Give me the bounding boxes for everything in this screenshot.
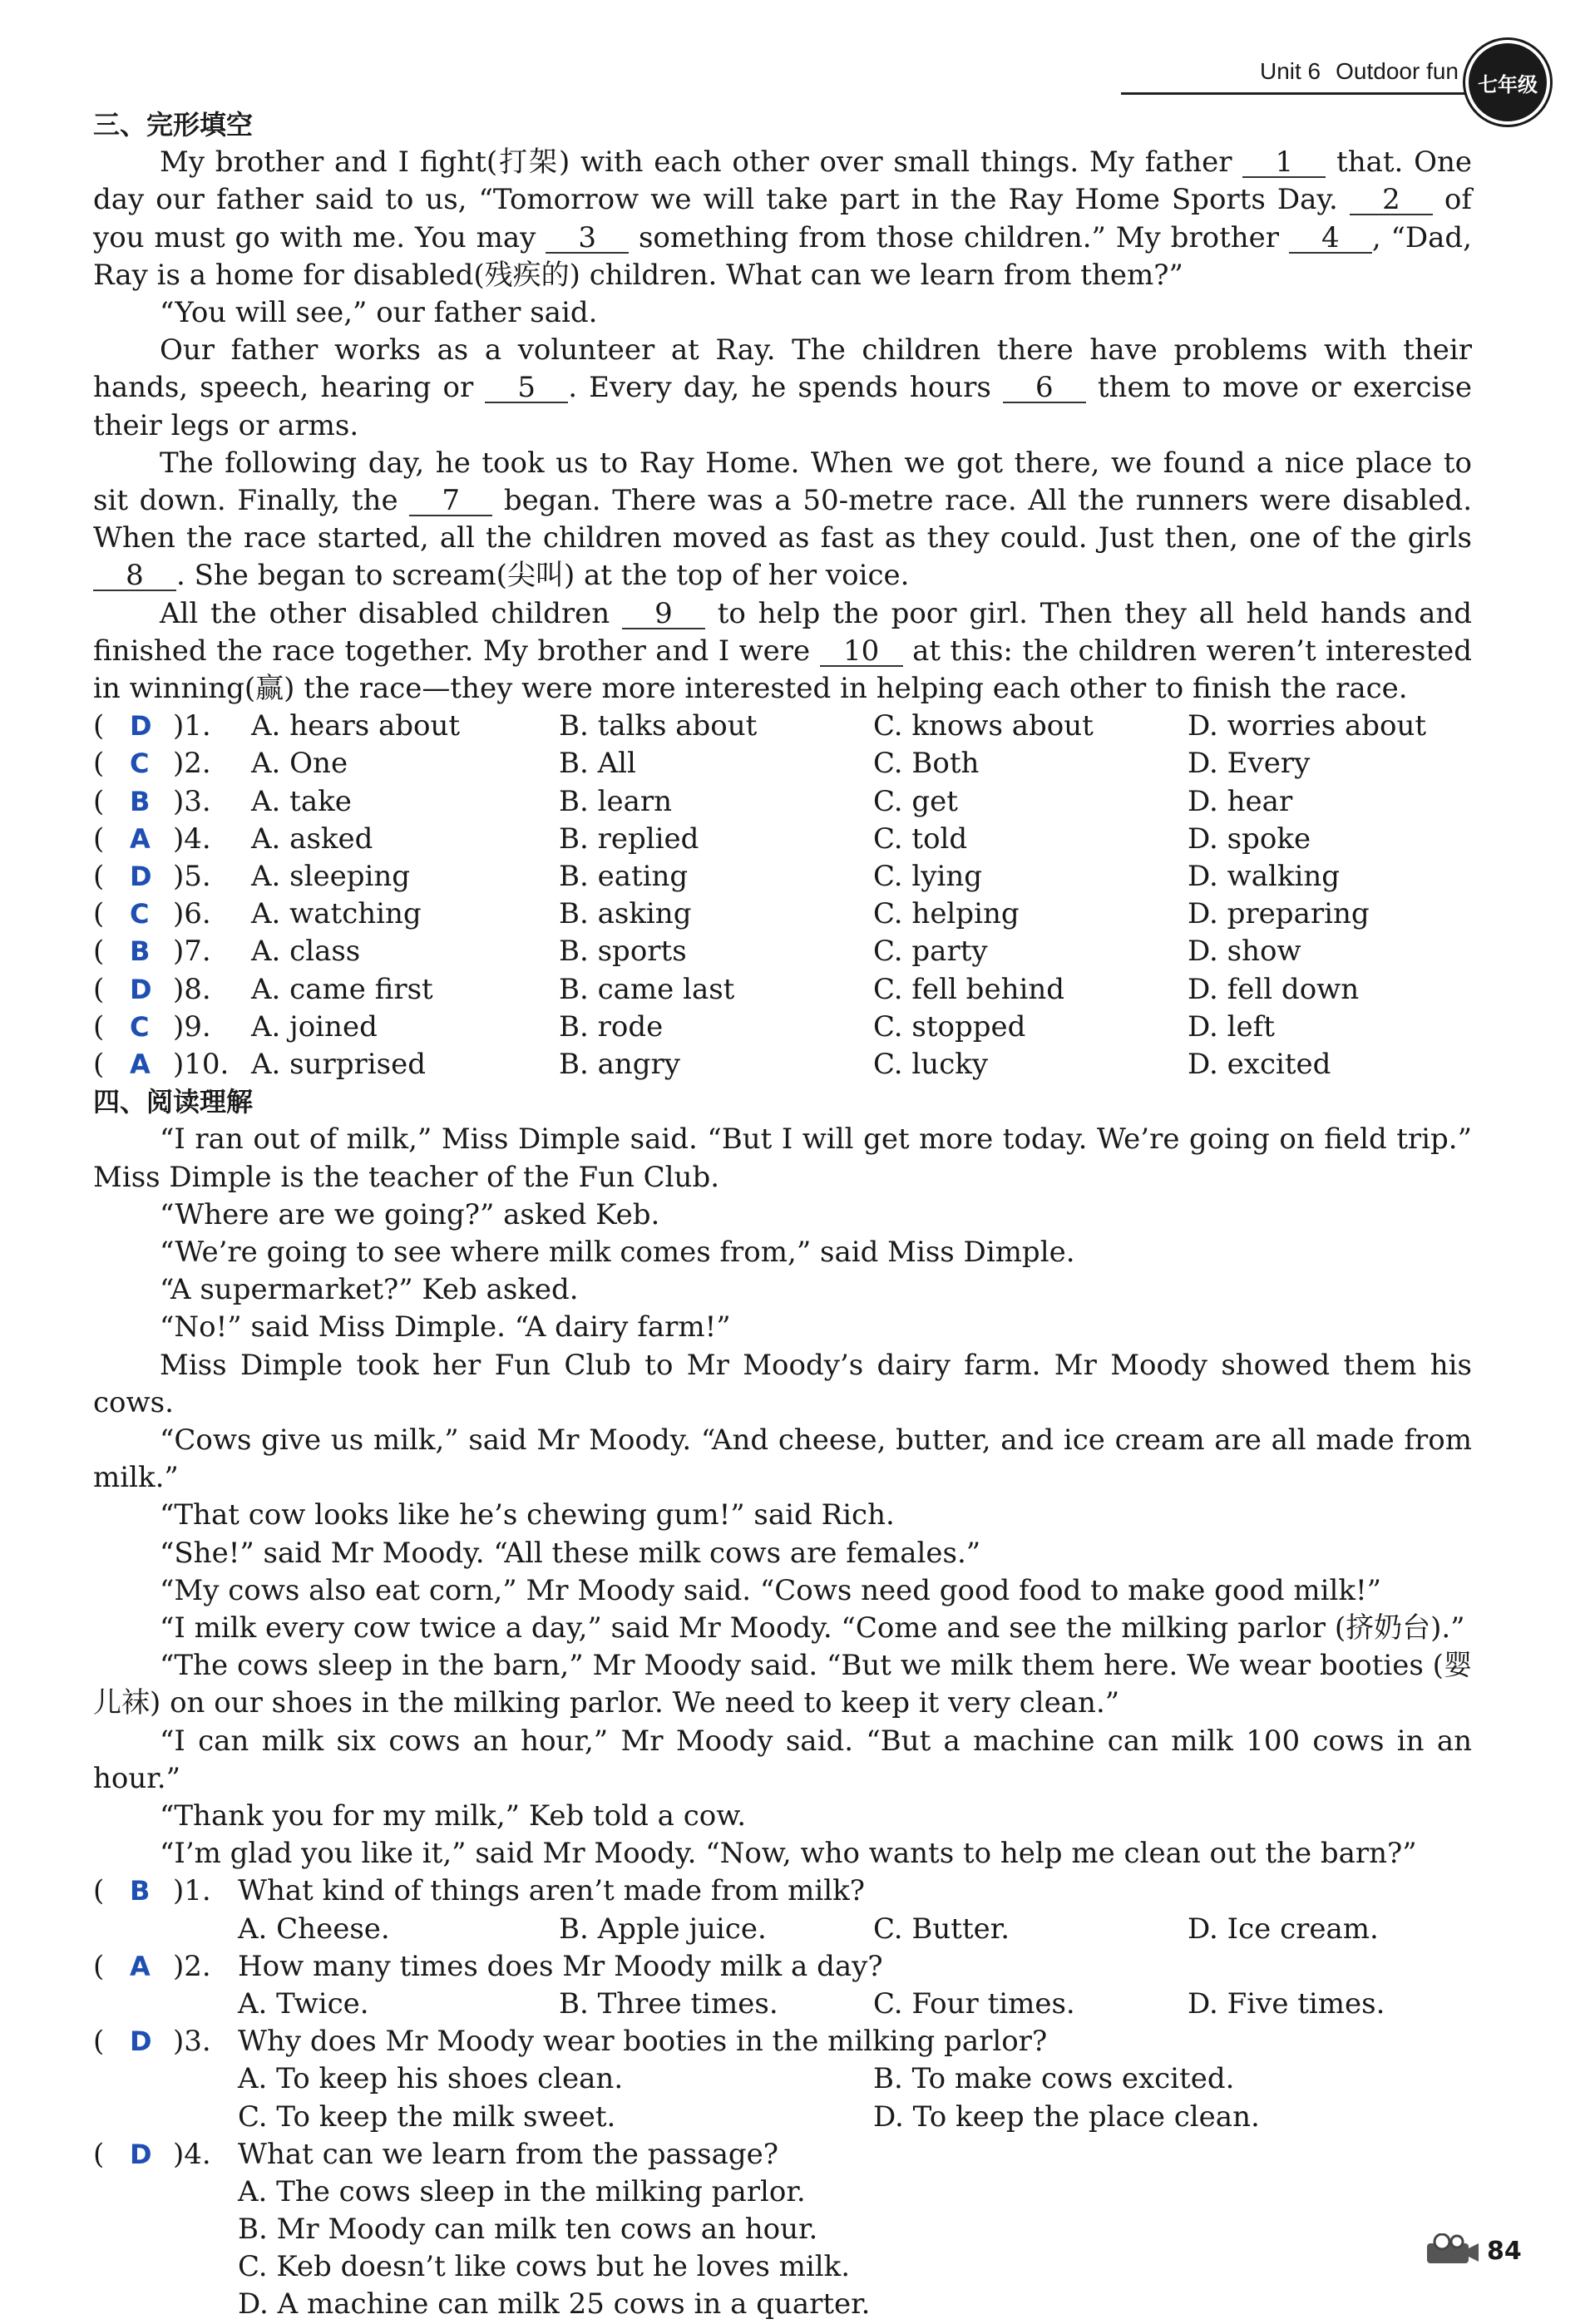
option-a: A. One	[251, 747, 348, 781]
option-d: D. Five times.	[1188, 1986, 1385, 2021]
open-paren: (	[93, 935, 105, 969]
option-a: A. watching	[251, 897, 422, 931]
option-c: C. party	[873, 935, 988, 969]
answer-letter: B	[130, 935, 151, 968]
question-number: )4.	[173, 822, 211, 856]
question-stem: Why does Mr Moody wear booties in the milking parlor?	[238, 2025, 1048, 2059]
answer-letter: D	[130, 861, 152, 892]
options-row	[93, 2248, 1472, 2286]
cloze-questions	[93, 708, 1472, 1083]
question-number: )1.	[173, 1874, 211, 1908]
reading-paragraph: “That cow looks like he’s chewing gum!” said Rich.	[160, 1498, 895, 1532]
cloze-question-row	[93, 745, 1472, 782]
cloze-question-row	[93, 783, 1472, 821]
option-c: C. helping	[873, 897, 1020, 931]
unit-label: Unit 6	[1259, 58, 1321, 84]
open-paren: (	[93, 822, 105, 856]
worksheet-content	[93, 106, 1472, 2324]
reading-questions	[93, 1873, 1472, 2323]
cloze-paragraph: All the other disabled children 9 to help the poor girl. Then they all held hands and finished the race together. My brother and I were 10 at this: the children weren’t interested in winning(赢) the race—they were more interested in helping each other to finish the race.	[93, 596, 1473, 706]
option-b: B. Apple juice.	[559, 1912, 767, 1946]
question-stem: What kind of things aren’t made from milk?	[238, 1874, 865, 1908]
cloze-paragraph: The following day, he took us to Ray Home. When we got there, we found a nice place to sit down. Finally, the 7 began. There was a 50-metre race. All the runners were disabled. When the race started, all the children moved as fast as they could. Just then, one of the girls 8 . She began to scream(尖叫) at the top of her voice.	[93, 446, 1473, 593]
option-a: A. To keep his shoes clean.	[238, 2062, 624, 2096]
cloze-question-row	[93, 858, 1472, 896]
option-c: C. Butter.	[873, 1912, 1010, 1946]
page-header	[1121, 58, 1470, 95]
option-d: D. spoke	[1188, 822, 1311, 856]
option-d: D. fell down	[1188, 972, 1360, 1006]
reading-paragraph: “I milk every cow twice a day,” said Mr Moody. “Come and see the milking parlor (挤奶台).”	[160, 1611, 1465, 1645]
cloze-blank: 9	[622, 600, 705, 629]
cloze-blank: 5	[485, 373, 568, 403]
option-c: C. knows about	[873, 709, 1094, 743]
reading-question-row	[93, 2136, 1472, 2174]
option-b: B. came last	[559, 972, 735, 1006]
option-b: B. rode	[559, 1009, 664, 1044]
option-d: D. Ice cream.	[1188, 1912, 1379, 1946]
cloze-question-row	[93, 708, 1472, 745]
cloze-question-row	[93, 971, 1472, 1009]
cloze-paragraph: Our father works as a volunteer at Ray. The children there have problems with their hands, speech, hearing or 5 . Every day, he spends hours 6 them to move or exercise their legs or arms.	[93, 333, 1472, 442]
cloze-blank: 6	[1003, 373, 1086, 403]
option-a: A. surprised	[251, 1047, 426, 1081]
reading-paragraph: “My cows also eat corn,” Mr Moody said. “Cows need good food to make good milk!”	[160, 1573, 1382, 1607]
cloze-paragraph: “You will see,” our father said.	[160, 296, 598, 330]
option-c: C. stopped	[873, 1009, 1026, 1044]
answer-letter: C	[130, 898, 150, 930]
cloze-blank: 2	[1350, 185, 1433, 215]
option-a: A. The cows sleep in the milking parlor.	[238, 2174, 806, 2208]
reading-paragraph: “I can milk six cows an hour,” Mr Moody said. “But a machine can milk 100 cows in an hour.”	[93, 1724, 1472, 1795]
option-c: C. Both	[873, 747, 980, 781]
options-row	[93, 2286, 1472, 2323]
open-paren: (	[93, 972, 105, 1006]
unit-title: Outdoor fun	[1336, 58, 1459, 84]
grade-badge: 七年级	[1465, 40, 1550, 125]
option-a: A. asked	[251, 822, 373, 856]
open-paren: (	[93, 709, 105, 743]
reading-section-title: 四、阅读理解	[93, 1086, 254, 1118]
page-number: 84	[1487, 2237, 1522, 2266]
answer-letter: D	[130, 973, 152, 1005]
question-number: )7.	[173, 935, 211, 969]
option-b: B. To make cows excited.	[873, 2062, 1235, 2096]
option-c: C. get	[873, 784, 958, 818]
option-d: D. left	[1188, 1009, 1275, 1044]
answer-letter: D	[130, 2138, 152, 2170]
open-paren: (	[93, 897, 105, 931]
option-c: C. told	[873, 822, 968, 856]
answer-letter: C	[130, 748, 150, 780]
reading-paragraph: “No!” said Miss Dimple. “A dairy farm!”	[160, 1310, 731, 1345]
reading-paragraph: “Cows give us milk,” said Mr Moody. “And cheese, butter, and ice cream are all made from milk.”	[93, 1423, 1472, 1495]
open-paren: (	[93, 1009, 105, 1044]
option-c: C. lying	[873, 860, 983, 893]
reading-paragraph: “Thank you for my milk,” Keb told a cow.	[160, 1799, 747, 1833]
option-c: C. Keb doesn’t like cows but he loves milk.	[238, 2250, 851, 2284]
option-d: D. Every	[1188, 747, 1311, 781]
option-d: D. A machine can milk 25 cows in a quarter.	[238, 2287, 871, 2322]
cloze-question-row	[93, 896, 1472, 933]
answer-letter: B	[130, 1875, 151, 1907]
open-paren: (	[93, 1949, 105, 1983]
option-b: B. talks about	[559, 709, 758, 743]
camera-icon	[1424, 2233, 1480, 2267]
option-d: D. walking	[1188, 860, 1341, 893]
cloze-blank: 1	[1242, 148, 1326, 178]
cloze-blank: 8	[93, 561, 176, 591]
answer-letter: B	[130, 785, 151, 817]
question-number: )6.	[173, 897, 211, 931]
option-c: C. fell behind	[873, 972, 1064, 1006]
reading-paragraph: “I ran out of milk,” Miss Dimple said. “But I will get more today. We’re going on field trip.” Miss Dimple is the teacher of the Fun Club.	[93, 1123, 1472, 1194]
cloze-blank: 10	[820, 637, 903, 667]
question-number: )8.	[173, 972, 211, 1006]
option-d: D. show	[1188, 935, 1301, 969]
reading-paragraph: “Where are we going?” asked Keb.	[160, 1197, 660, 1231]
option-b: B. asking	[559, 897, 692, 931]
options-row	[93, 1986, 1472, 2023]
option-a: A. came first	[251, 972, 433, 1006]
option-d: D. To keep the place clean.	[873, 2099, 1260, 2134]
cloze-blank: 7	[409, 486, 492, 516]
options-row	[93, 2099, 1472, 2136]
reading-question-row	[93, 2023, 1472, 2060]
option-c: C. To keep the milk sweet.	[238, 2099, 616, 2134]
open-paren: (	[93, 784, 105, 818]
option-d: D. hear	[1188, 784, 1293, 818]
question-number: )3.	[173, 784, 211, 818]
options-row	[93, 1911, 1472, 1948]
question-number: )5.	[173, 860, 211, 893]
question-stem: What can we learn from the passage?	[238, 2137, 779, 2171]
options-row	[93, 2060, 1472, 2098]
option-c: C. Four times.	[873, 1986, 1075, 2021]
question-number: )9.	[173, 1009, 211, 1044]
option-a: A. take	[251, 784, 352, 818]
option-b: B. learn	[559, 784, 673, 818]
option-a: A. Cheese.	[238, 1912, 390, 1946]
open-paren: (	[93, 860, 105, 893]
reading-paragraph: “I’m glad you like it,” said Mr Moody. “Now, who wants to help me clean out the barn?”	[160, 1837, 1417, 1871]
open-paren: (	[93, 1047, 105, 1081]
option-b: B. Mr Moody can milk ten cows an hour.	[238, 2213, 818, 2247]
option-d: D. preparing	[1188, 897, 1370, 931]
cloze-passage	[93, 144, 1472, 708]
option-a: A. Twice.	[238, 1986, 369, 2021]
answer-letter: D	[130, 2025, 152, 2058]
option-a: A. joined	[251, 1009, 378, 1044]
option-d: D. excited	[1188, 1047, 1331, 1081]
options-row	[93, 2211, 1472, 2248]
reading-paragraph: “A supermarket?” Keb asked.	[160, 1273, 579, 1307]
open-paren: (	[93, 2025, 105, 2059]
option-b: B. eating	[559, 860, 689, 893]
cloze-blank: 4	[1289, 224, 1372, 254]
answer-letter: A	[130, 1950, 151, 1982]
open-paren: (	[93, 1874, 105, 1908]
option-b: B. sports	[559, 935, 687, 969]
answer-letter: A	[130, 822, 151, 855]
answer-letter: D	[130, 710, 152, 743]
option-b: B. All	[559, 747, 636, 781]
reading-paragraph: “We’re going to see where milk comes from,” said Miss Dimple.	[160, 1235, 1075, 1269]
option-b: B. replied	[559, 822, 699, 856]
cloze-question-row	[93, 1009, 1472, 1046]
cloze-section-title: 三、完形填空	[93, 109, 254, 141]
answer-letter: C	[130, 1010, 150, 1043]
option-a: A. sleeping	[251, 860, 411, 893]
question-number: )4.	[173, 2137, 211, 2171]
option-a: A. class	[251, 935, 361, 969]
reading-passage	[93, 1121, 1472, 1873]
option-c: C. lucky	[873, 1047, 989, 1081]
options-row	[93, 2174, 1472, 2211]
reading-question-row	[93, 1873, 1472, 1910]
question-stem: How many times does Mr Moody milk a day?	[238, 1949, 883, 1983]
option-d: D. worries about	[1188, 709, 1427, 743]
question-number: )2.	[173, 747, 211, 781]
reading-question-row	[93, 1948, 1472, 1986]
question-number: )1.	[173, 709, 211, 743]
cloze-paragraph: My brother and I fight(打架) with each other over small things. My father 1 that. One day our father said to us, “Tomorrow we will take part in the Ray Home Sports Day. 2 of you must go with me. You may 3 something from those children.” My brother 4 , “Dad, Ray is a home for disabled(残疾的) children. What can we learn from them?”	[93, 146, 1472, 292]
option-b: B. angry	[559, 1047, 680, 1081]
question-number: )10.	[173, 1047, 230, 1081]
option-b: B. Three times.	[559, 1986, 778, 2021]
cloze-blank: 3	[546, 224, 629, 254]
answer-letter: A	[130, 1048, 151, 1080]
reading-paragraph: “She!” said Mr Moody. “All these milk cows are females.”	[160, 1536, 981, 1570]
option-a: A. hears about	[251, 709, 461, 743]
reading-paragraph: “The cows sleep in the barn,” Mr Moody said. “But we milk them here. We wear booties (婴儿袜) on our shoes in the milking parlor. We need to keep it very clean.”	[93, 1649, 1472, 1720]
open-paren: (	[93, 747, 105, 781]
cloze-question-row	[93, 933, 1472, 970]
open-paren: (	[93, 2137, 105, 2171]
cloze-question-row	[93, 821, 1472, 858]
question-number: )2.	[173, 1949, 211, 1983]
reading-paragraph: Miss Dimple took her Fun Club to Mr Moody’s dairy farm. Mr Moody showed them his cows.	[93, 1348, 1472, 1419]
question-number: )3.	[173, 2025, 211, 2059]
cloze-question-row	[93, 1046, 1472, 1083]
